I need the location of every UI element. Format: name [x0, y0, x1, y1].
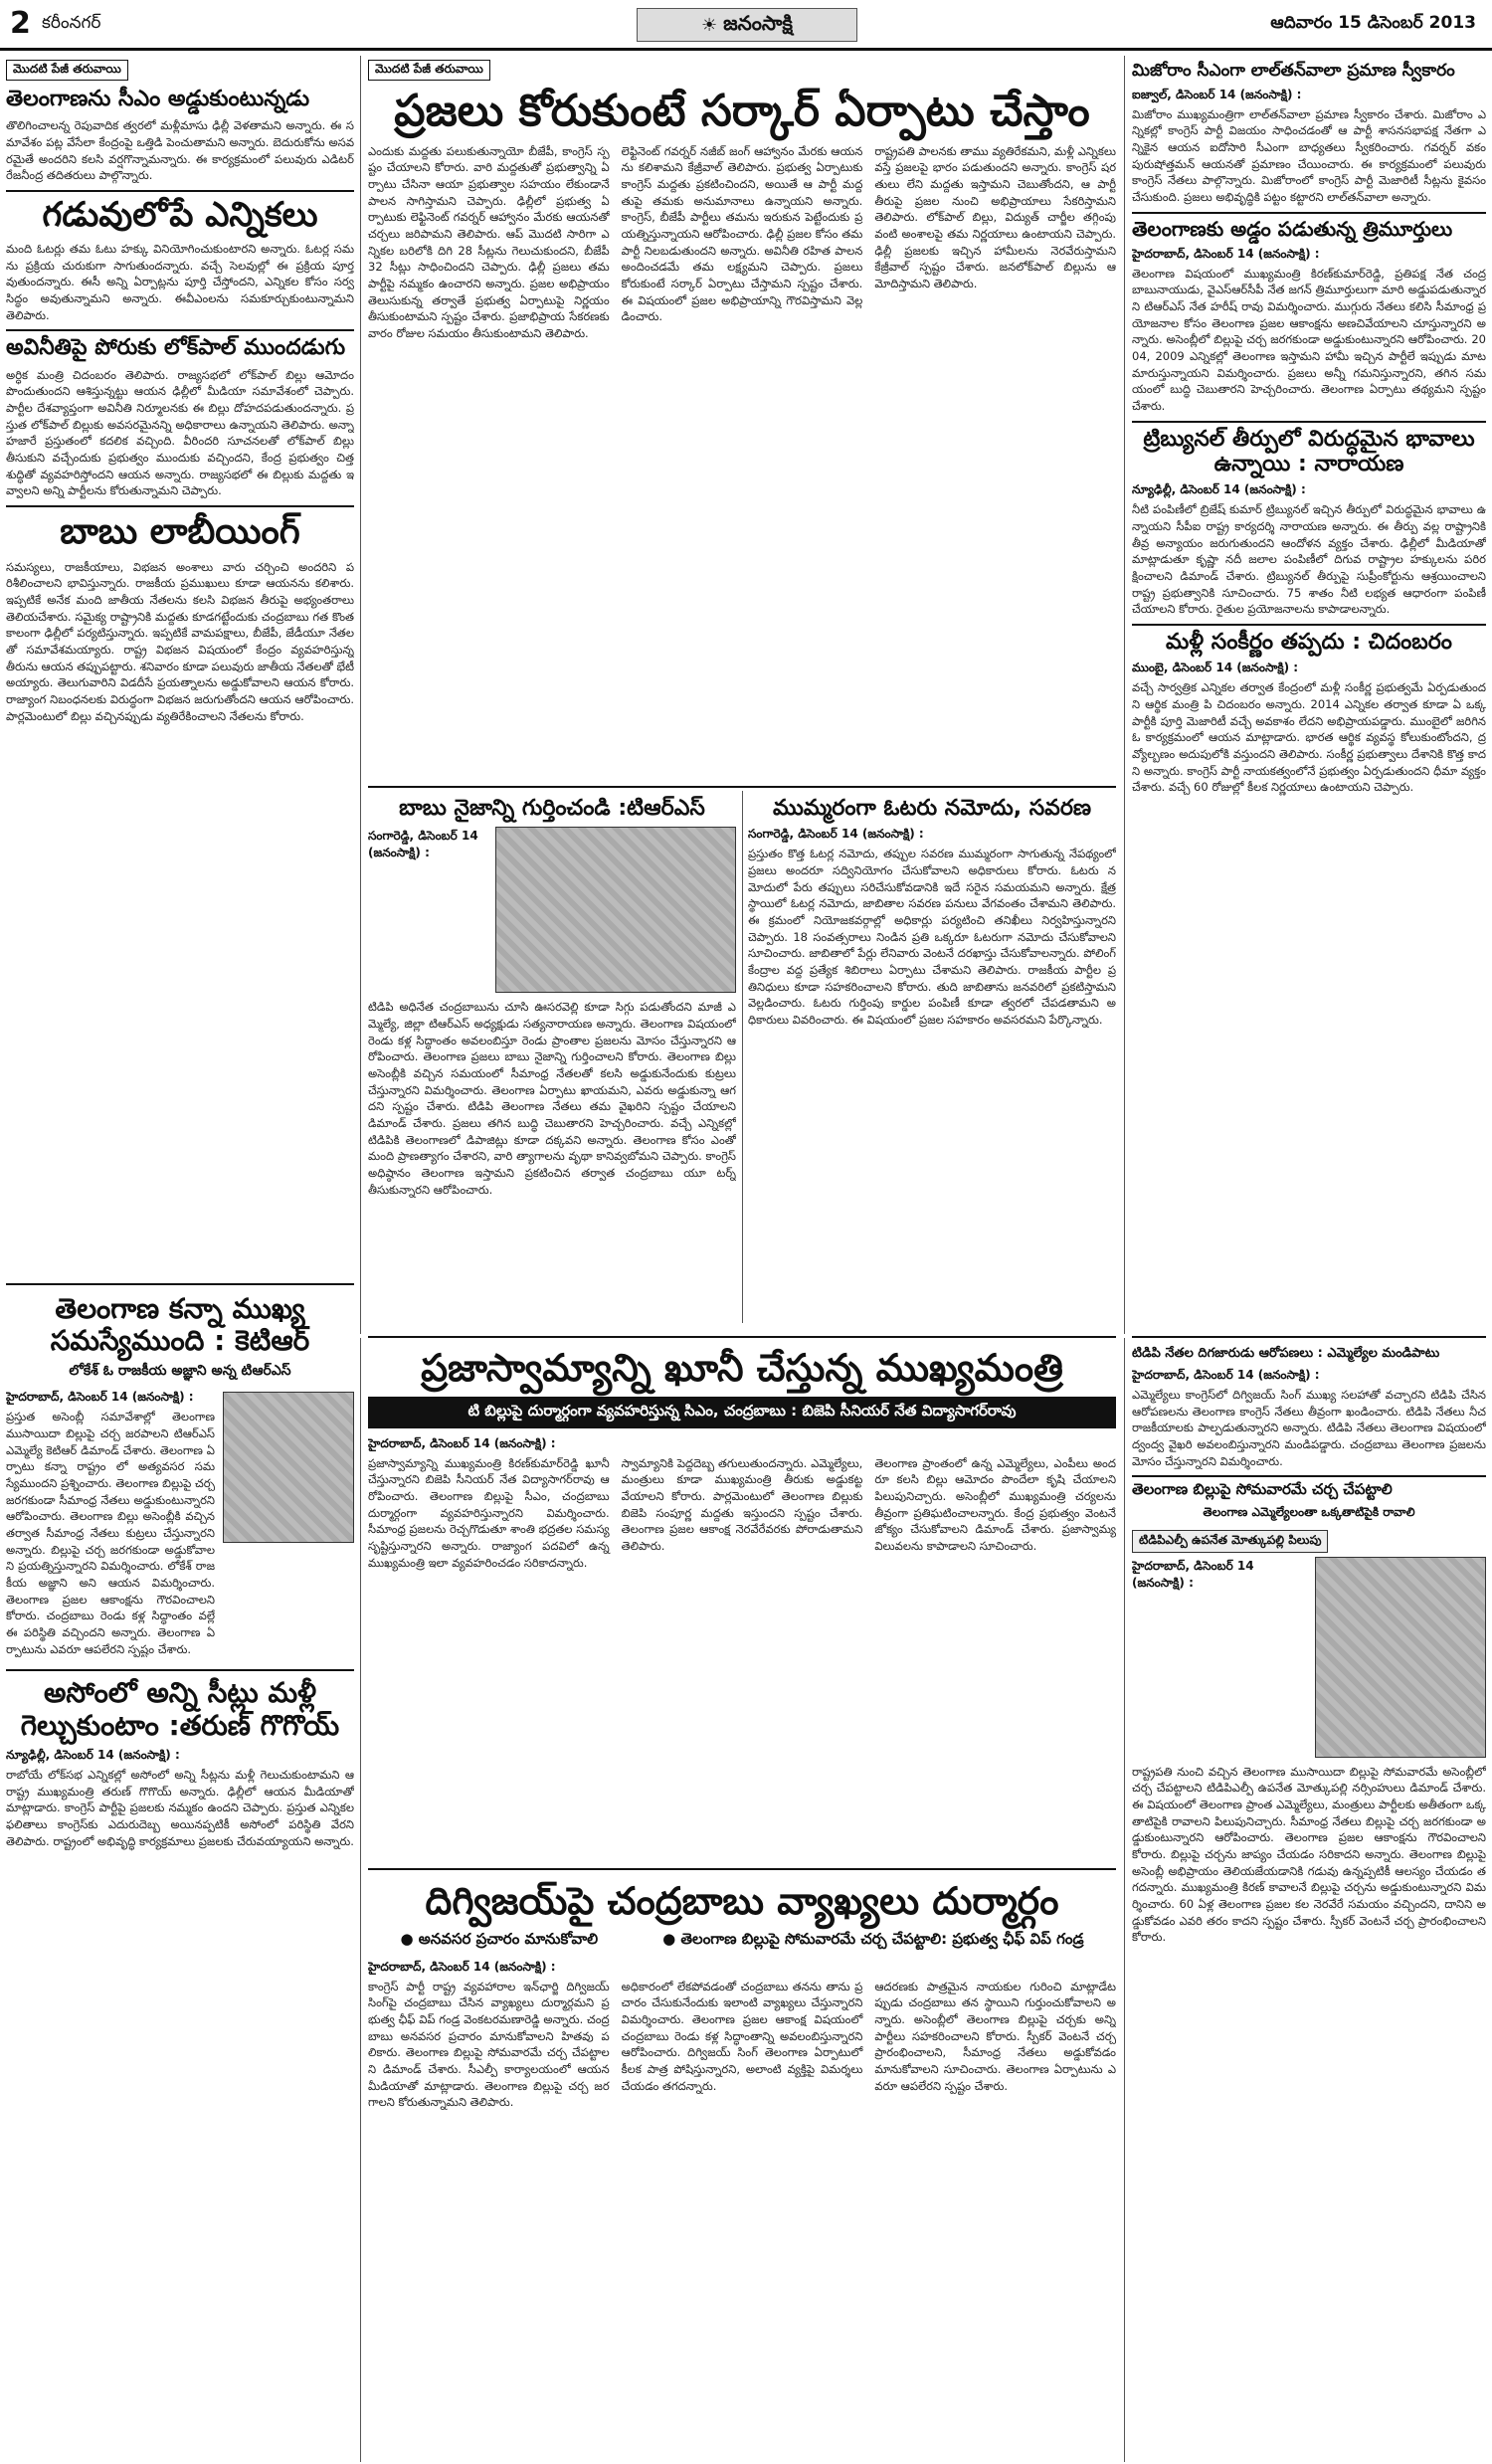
story-bullet: ● తెలంగాణ బిల్లుపై సోమవారమే చర్చ చేపట్టాలి: ప్రభుత్వ ఛీఫ్ విప్ గండ్ర	[662, 1929, 1084, 1948]
story-divider	[1132, 1475, 1486, 1477]
story-headline: ట్రిబ్యునల్ తీర్పులో విరుద్ధమైన భావాలు ఉన్నాయి : నారాయణ	[1143, 426, 1475, 476]
logo-text: జనంసాక్షి	[723, 10, 793, 35]
story-body: రాష్ట్రపతి నుంచి వచ్చిన తెలంగాణ ముసాయిదా బిల్లుపై సోమవారమే అసెంబ్లీలో చర్చ చేపట్టాలని టిడిపిఎల్పీ ఉపనేత మోత్కుపల్లి నర్సింహులు డిమాండ్ చేశారు. ఈ విషయంలో తెలంగాణ ప్రాంత ఎమ్మెల్యేలు, మంత్రులు పార్టీలకు అతీతంగా ఒక్కతాటిపైకి రావాలని పిలుపునిచ్చారు. సీమాంధ్ర నేతలు బిల్లుపై చర్చ జరగకుండా అడ్డుకుంటున్నారని ఆరోపించారు. తెలంగాణ ప్రజల ఆకాంక్షను గౌరవించాలని కోరారు. బిల్లుపై చర్చను జాప్యం చేయడం సరికాదని అన్నారు. తెలంగాణ బిల్లుపై అసెంబ్లీ అభిప్రాయం తెలియజేయడానికి గడువు ఉన్నప్పటికీ ఆలస్యం చేయడం తగదన్నారు. ముఖ్యమంత్రి కిరణ్ కావాలనే బిల్లుపై చర్చను అడ్డుకుంటున్నారని విమర్శించారు. 60 ఏళ్ల తెలంగాణ ప్రజల కల నెరవేరే సమయం వచ్చిందని, దానిని అడ్డుకోవడం ఎవరి తరం కాదని స్పష్టం చేశారు. స్పీకర్ వెంటనే చర్చ ప్రారంభించాలని కోరారు.	[1132, 1764, 1486, 1945]
story-divider	[6, 1669, 354, 1671]
right-column	[1132, 58, 1486, 1331]
story-body: టిడిపి అధినేత చంద్రబాబును చూసి ఊసరవెల్లి కూడా సిగ్గు పడుతోందని మాజీ ఎమ్మెల్యే, జిల్లా టిఆర్ఎస్ అధ్యక్షుడు సత్యనారాయణ అన్నారు. తెలంగాణ విషయంలో రెండు కళ్ల సిద్ధాంతం అవలంబిస్తూ రెండు ప్రాంతాల ప్రజలను మోసం చేస్తున్నారని ఆరోపించారు. తెలంగాణ ప్రజలు బాబు నైజాన్ని గుర్తించాలని కోరారు. తెలంగాణ బిల్లు అసెంబ్లీకి వచ్చిన సమయంలో సీమాంధ్ర నేతలతో కలసి అడ్డుకునేందుకు కుట్రలు చేస్తున్నారని విమర్శించారు. తెలంగాణ ఏర్పాటు ఖాయమని, ఎవరు అడ్డుకున్నా ఆగదని స్పష్టం చేశారు. టిడిపి తెలంగాణ నేతలు తమ వైఖరిని స్పష్టం చేయాలని డిమాండ్ చేశారు. ప్రజలు తగిన బుద్ధి చెబుతారని హెచ్చరించారు. వచ్చే ఎన్నికల్లో టిడిపికి తెలంగాణలో డిపాజిట్లు కూడా దక్కవని అన్నారు. తెలంగాణ కోసం ఎంతో మంది ప్రాణత్యాగం చేశారని, వారి త్యాగాలను వృథా కానివ్వబోమని చెప్పారు. కాంగ్రెస్ అధిష్ఠానం తెలంగాణ ఇస్తామని ప్రకటించిన తర్వాత చంద్రబాబు యూ టర్న్ తీసుకున్నారని ఆరోపించారు.	[368, 1000, 736, 1197]
story-body: ప్రస్తుత అసెంబ్లీ సమావేశాల్లో తెలంగాణ ముసాయిదా బిల్లుపై చర్చ జరపాలని టిఆర్ఎస్ ఎమ్మెల్యే కెటిఆర్ డిమాండ్ చేశారు. తెలంగాణ ఏర్పాటు కన్నా రాష్ట్రం లో అత్యవసర సమస్యేముందని ప్రశ్నించారు. తెలంగాణ బిల్లుపై చర్చ జరగకుండా సీమాంధ్ర నేతలు అడ్డుకుంటున్నారని ఆరోపించారు. తెలంగాణ బిల్లు అసెంబ్లీకి వచ్చిన తర్వాత సీమాంధ్ర నేతలు కుట్రలు చేస్తున్నారని అన్నారు. బిల్లుపై చర్చ జరగకుండా అడ్డుకోవాలని ప్రయత్నిస్తున్నారని విమర్శించారు. లోకేశ్ రాజకీయ అజ్ఞాని అని ఆయన విమర్శించారు. తెలంగాణ ప్రజల ఆకాంక్షను గౌరవించాలని కోరారు. చంద్రబాబు రెండు కళ్ల సిద్ధాంతం వల్లే ఈ పరిస్థితి వచ్చిందని అన్నారు. తెలంగాణ ఏర్పాటును ఎవరూ ఆపలేరని స్పష్టం చేశారు.	[6, 1410, 215, 1656]
trs-leader-photo	[495, 827, 736, 993]
story-headline: తెలంగాణను సీఎం అడ్డుకుంటున్నడు	[6, 87, 310, 111]
story-body: ప్రజాస్వామ్యాన్ని ముఖ్యమంత్రి కిరణ్‌కుమార్‌రెడ్డి ఖూనీ చేస్తున్నారని బిజెపి సీనియర్ నేత విద్యాసాగర్‌రావు ఆరోపించారు. తెలంగాణ బిల్లుపై సీఎం, చంద్రబాబు దుర్మార్గంగా వ్యవహరిస్తున్నారని విమర్శించారు. సీమాంధ్ర ప్రజలను రెచ్చగొడుతూ శాంతి భద్రతల సమస్య సృష్టిస్తున్నారని అన్నారు. రాజ్యాంగ పదవిలో ఉన్న ముఖ్యమంత్రి ఇలా వ్యవహరించడం సరికాదన్నారు.	[368, 1455, 610, 1570]
story-dateline: హైదరాబాద్, డిసెంబర్ 14 (జనంసాక్షి) :	[6, 1390, 194, 1405]
column-rule	[360, 56, 361, 1334]
page-number: 2	[10, 6, 31, 41]
story-divider	[1132, 421, 1486, 423]
story-body: అర్ధిక మంత్రి చిదంబరం తెలిపారు. రాజ్యసభలో లోక్‌పాల్ బిల్లు ఆమోదం పొందుతుందని ఆశిస్తున్నట్టు ఆయన ఢిల్లీలో మీడియా సమావేశంలో చెప్పారు. పార్టీల దేశవ్యాప్తంగా అవినీతి నిర్మూలనకు ఈ బిల్లు దోహదపడుతుందన్నారు. ప్రస్తుత లోక్‌పాల్ బిల్లుకు అవసరమైనన్ని అధికారాలు ఉన్నాయని తెలిపారు. అన్నా హజారే ప్రస్తుతంలో కదలిక వచ్చింది. వీరిందరి సూచనలతో లోక్‌పాల్ బిల్లు తీసుకుని వచ్చేందుకు ప్రభుత్వం ముందుకు వచ్చిందని, కేంద్ర ప్రభుత్వం చిత్తశుద్ధితో వ్యవహరిస్తోందని ఆయన అన్నారు. రాజ్యసభలో ఈ బిల్లుకు మద్దతు ఇవ్వాలని అన్ని పార్టీలను కోరుతున్నామని చెప్పారు.	[6, 367, 354, 498]
story-headline: మళ్లీ సంకీర్ణం తప్పదు : చిదంబరం	[1166, 629, 1452, 655]
story-dateline: హైదరాబాద్, డిసెంబర్ 14 (జనంసాక్షి) :	[1132, 246, 1320, 261]
banner-story-digvijay	[368, 1876, 1116, 2459]
story-headline: తెలంగాణ బిల్లుపై సోమవారమే చర్చ చేపట్టాలి	[1132, 1480, 1393, 1499]
story-body: వచ్చే సార్వత్రిక ఎన్నికల తర్వాత కేంద్రంలో మళ్లీ సంకీర్ణ ప్రభుత్వమే ఏర్పడుతుందని ఆర్థిక మంత్రి పి చిదంబరం అన్నారు. 2014 ఎన్నికల తర్వాత కూడా ఏ ఒక్క పార్టీకి పూర్తి మెజారిటీ వచ్చే అవకాశం లేదని అభిప్రాయపడ్డారు. ముంబైలో జరిగిన ఓ కార్యక్రమంలో ఆయన మాట్లాడారు. భారత ఆర్థిక వ్యవస్థ కోలుకుంటోందని, ద్రవ్యోల్బణం అదుపులోకి వస్తుందని తెలిపారు. సంకీర్ణ ప్రభుత్వాలు దేశానికి కొత్త కాదని అన్నారు. కాంగ్రెస్ పార్టీ నాయకత్వంలోనే ప్రభుత్వం ఏర్పడుతుందని ధీమా వ్యక్తం చేశారు. వచ్చే 60 రోజుల్లో కీలక నిర్ణయాలు ఉంటాయని చెప్పారు.	[1132, 680, 1486, 795]
left-column	[6, 58, 354, 1276]
story-dateline: ముంబై, డిసెంబర్ 14 (జనంసాక్షి) :	[1132, 661, 1299, 675]
story-dateline: హైదరాబాద్, డిసెంబర్ 14 (జనంసాక్షి) :	[368, 1435, 556, 1450]
story-subtag: టిడిపిఎల్పీ ఉపనేత మోత్కుపల్లి పిలుపు	[1132, 1530, 1328, 1553]
edition-name: కరీంనగర్	[42, 13, 101, 33]
story-divider	[368, 1868, 1116, 1870]
story-headline: ప్రజాస్వామ్యాన్ని ఖూనీ చేస్తున్న ముఖ్యమంత్రి	[421, 1346, 1063, 1390]
masthead	[0, 0, 1492, 51]
newspaper-logo	[637, 8, 857, 42]
continuation-kicker: మొదటి పేజీ తరువాయి	[6, 60, 128, 81]
story-headline: అసోంలో అన్ని సీట్లు మళ్లీ గెల్చుకుంటాం :తరుణ్ గొగొయ్	[20, 1676, 340, 1742]
story-headline: దిగ్విజయ్‌పై చంద్రబాబు వ్యాఖ్యలు దుర్మార్గం	[425, 1879, 1059, 1923]
story-body: మంది ఓటర్లు తమ ఓటు హక్కు వినియోగించుకుంటారని అన్నారు. ఓటర్ల సమను ప్రక్రియ చురుకుగా సాగుతుందన్నారు. వచ్చే సెలవుల్లో ఈ ప్రక్రియ పూర్తవుతుందన్నారు. ఈసీ అన్ని ఏర్పాట్లను పూర్తి చేస్తోందని, ఎన్నికల కోసం సర్వసిద్ధం అవుతున్నామని అన్నారు. ఈవీఎంలను సమకూర్చుకుంటున్నామని తెలిపారు.	[6, 242, 354, 322]
story-dateline: న్యూఢిల్లీ, డిసెంబర్ 14 (జనంసాక్షి) :	[6, 1747, 180, 1762]
story-dateline: హైదరాబాద్, డిసెంబర్ 14 (జనంసాక్షి) :	[368, 1959, 556, 1974]
story-dateline: సంగారెడ్డి, డిసెంబర్ 14 (జనంసాక్షి) :	[748, 827, 924, 842]
column-rule	[360, 1338, 361, 2462]
story-divider	[368, 1336, 1116, 1338]
story-body: మిజోరాం ముఖ్యమంత్రిగా లాల్‌తన్‌వాలా ప్రమాణ స్వీకారం చేశారు. మిజోరాం ఎన్నికల్లో కాంగ్రెస్ పార్టీ విజయం సాధించడంతో ఆ పార్టీ శాసనసభాపక్ష నేతగా ఎన్నికైన ఆయన ఐదోసారి సీఎంగా బాధ్యతలు స్వీకరించారు. గవర్నర్ వకం పురుషోత్తమన్ ఆయనతో ప్రమాణం చేయించారు. ఈ కార్యక్రమంలో పలువురు కాంగ్రెస్ నేతలు పాల్గొన్నారు. మిజోరాంలో కాంగ్రెస్ పార్టీ మెజారిటీ సీట్లను కైవసం చేసుకుంది. ప్రజలు అభివృద్ధికి పట్టం కట్టారని లాల్‌తన్‌వాలా అన్నారు.	[1132, 106, 1486, 204]
story-dateline: ఐజ్వాల్, డిసెంబర్ 14 (జనంసాక్షి) :	[1132, 87, 1302, 101]
ktr-photo	[223, 1392, 354, 1543]
story-deck: తెలంగాణ ఎమ్మెల్యేలంతా ఒక్కతాటిపైకి రావాలి	[1203, 1504, 1415, 1519]
story-body: రాబోయే లోక్‌సభ ఎన్నికల్లో అసోంలో అన్ని సీట్లను మళ్లీ గెలుచుకుంటామని ఆ రాష్ట్ర ముఖ్యమంత్రి తరుణ్ గొగొయ్ అన్నారు. ఢిల్లీలో ఆయన మీడియాతో మాట్లాడారు. కాంగ్రెస్ పార్టీపై ప్రజలకు నమ్మకం ఉందని చెప్పారు. ప్రస్తుత ఎన్నికల ఫలితాలు కాంగ్రెస్‌కు ఎదురుదెబ్బ అయినప్పటికీ అసోంలో పరిస్థితి వేరని తెలిపారు. రాష్ట్రంలో అభివృద్ధి కార్యక్రమాలు ప్రజలకు చేరువయ్యాయని అన్నారు.	[6, 1767, 354, 1848]
banner-story-cm	[368, 1343, 1116, 1860]
story-dateline: హైదరాబాద్, డిసెంబర్ 14 (జనంసాక్షి) :	[1132, 1367, 1320, 1382]
story-divider	[1132, 212, 1486, 214]
lead-body: రాష్ట్రపతి పాలనకు తాము వ్యతిరేకమని, మళ్లీ ఎన్నికలు వస్తే ప్రజలపై భారం పడుతుందని అన్నారు. కాంగ్రెస్ షరతులు లేని మద్దతు ఇస్తామని చెబుతోందని, ఆ పార్టీ తీరుపై ప్రజల నుంచి అభిప్రాయాలు సేకరిస్తామని తెలిపారు. లోక్‌పాల్ బిల్లు, విద్యుత్ చార్జీల తగ్గింపు వంటి అంశాలపై తమ నిర్ణయాలు ఉంటాయని చెప్పారు. ఢిల్లీ ప్రజలకు ఇచ్చిన హామీలను నెరవేరుస్తామని కేజ్రీవాల్ స్పష్టం చేశారు. జనలోక్‌పాల్ బిల్లును ఆమోదిస్తామని తెలిపారు.	[874, 143, 1116, 290]
column-rule	[742, 791, 743, 1323]
story-body: అధికారంలో లేకపోవడంతో చంద్రబాబు తనను తాను ప్రచారం చేసుకునేందుకు ఇలాంటి వ్యాఖ్యలు చేస్తున్నారని విమర్శించారు. తెలంగాణ ప్రజల ఆకాంక్ష విషయంలో చంద్రబాబు రెండు కళ్ల సిద్ధాంతాన్ని అవలంబిస్తున్నారని ఆరోపించారు. దిగ్విజయ్ సింగ్ తెలంగాణ ఏర్పాటులో కీలక పాత్ర పోషిస్తున్నారని, అలాంటి వ్యక్తిపై విమర్శలు చేయడం తగదన్నారు.	[621, 1979, 863, 2093]
story-body: ఆదరణకు పాత్రమైన నాయకుల గురించి మాట్లాడేటప్పుడు చంద్రబాబు తన స్థాయిని గుర్తుంచుకోవాలని అన్నారు. అసెంబ్లీలో తెలంగాణ బిల్లుపై చర్చకు అన్ని పార్టీలు సహకరించాలని కోరారు. స్పీకర్ వెంటనే చర్చ ప్రారంభించాలని, సీమాంధ్ర నేతలు అడ్డుకోవడం మానుకోవాలని సూచించారు. తెలంగాణ ఏర్పాటును ఎవరూ ఆపలేరని స్పష్టం చేశారు.	[874, 1979, 1116, 2093]
story-body: తెలంగాణ విషయంలో ముఖ్యమంత్రి కిరణ్‌కుమార్‌రెడ్డి, ప్రతిపక్ష నేత చంద్రబాబునాయుడు, వైఎస్‌ఆర్‌సీపీ నేత జగన్ త్రిమూర్తులుగా మారి అడ్డుపడుతున్నారని టిఆర్ఎస్ నేత హరీష్ రావు విమర్శించారు. ముగ్గురు నేతలు కలిసి సీమాంధ్ర ప్రయోజనాల కోసం తెలంగాణ ప్రజల ఆకాంక్షను అణచివేయాలని చూస్తున్నారని అన్నారు. అసెంబ్లీలో బిల్లుపై చర్చ జరగకుండా అడ్డుకుంటున్నారని ఆరోపించారు. 2004, 2009 ఎన్నికల్లో తెలంగాణ ఇస్తామని హామీ ఇచ్చిన పార్టీలే ఇప్పుడు మాట మారుస్తున్నాయని విమర్శించారు. ప్రజలు అన్నీ గమనిస్తున్నారని, తగిన సమయంలో బుద్ధి చెబుతారని హెచ్చరించారు. తెలంగాణ ఏర్పాటు తథ్యమని స్పష్టం చేశారు.	[1132, 266, 1486, 413]
lead-story	[368, 58, 1116, 784]
story-headline: ముమ్మరంగా ఓటరు నమోదు, సవరణ	[772, 796, 1092, 821]
story-headline: బాబు లాబీయింగ్	[60, 511, 300, 553]
left-column-lower	[6, 1289, 354, 2459]
column-rule	[1124, 56, 1125, 1334]
motkupalli-photo	[1315, 1557, 1486, 1758]
story-bullet: ● అనవసర ప్రచారం మానుకోవాలి	[400, 1929, 599, 1948]
story-divider	[1132, 1336, 1486, 1338]
story-dateline: హైదరాబాద్, డిసెంబర్ 14 (జనంసాక్షి) :	[1132, 1558, 1254, 1590]
story-body: ఎమ్మెల్యేలు కాంగ్రెస్‌లో దిగ్విజయ్ సింగ్ ముఖ్య సలహాతో వచ్చారని టిడిపి చేసిన ఆరోపణలను తెలంగాణ కాంగ్రెస్ నేతలు తీవ్రంగా ఖండించారు. టిడిపి నేతలు నీచ రాజకీయాలకు పాల్పడుతున్నారని అన్నారు. టిడిపి నేతలు తెలంగాణ విషయంలో ద్వంద్వ వైఖరి అవలంబిస్తున్నారని మండిపడ్డారు. చంద్రబాబు తెలంగాణ ప్రజలను మోసం చేస్తున్నారని విమర్శించారు.	[1132, 1387, 1486, 1468]
voter-story	[748, 792, 1116, 1329]
story-headline: టిడిపి నేతల దిగజారుడు ఆరోపణలు : ఎమ్మెల్యేల మండిపాటు	[1132, 1346, 1440, 1361]
story-headline: బాబు నైజాన్ని గుర్తించండి :టిఆర్ఎస్	[399, 796, 705, 821]
story-dateline: న్యూఢిల్లీ, డిసెంబర్ 14 (జనంసాక్షి) :	[1132, 482, 1306, 497]
story-headline: అవినీతిపై పోరుకు లోక్‌పాల్ ముందడుగు	[6, 335, 346, 361]
story-headline: గడువులోపే ఎన్నికలు	[42, 194, 318, 235]
story-divider	[6, 329, 354, 331]
story-divider	[6, 190, 354, 192]
story-deck: లోకేశ్ ఓ రాజకీయ అజ్ఞాని అన్న టిఆర్ఎస్	[69, 1363, 291, 1380]
story-divider	[368, 786, 1116, 788]
column-rule	[1124, 1338, 1125, 2462]
story-headline: మిజోరాం సీఎంగా లాల్‌తన్‌వాలా ప్రమాణ స్వీకారం	[1132, 61, 1455, 81]
lead-body: ఎందుకు మద్దతు పలుకుతున్నాయో బీజేపీ, కాంగ్రెస్ స్పష్టం చేయాలని కోరారు. వారి మద్దతుతో ప్రభుత్వాన్ని ఏర్పాటు చేసినా ఆయా ప్రభుత్వాల సహయం లేకుండానే పాలన సాగిస్తామని చెప్పారు. ఢిల్లీలో ప్రభుత్వ ఏర్పాటుకు లెఫ్టినెంట్ గవర్నర్ ఆహ్వానం మేరకు ఆయనతో చర్చలు జరిపామని తెలిపారు. ఆప్ మొదటి సారిగా ఎన్నికల బరిలోకి దిగి 28 సీట్లను గెలుచుకుందని, బీజేపీ 32 సీట్లు సాధించిందని చెప్పారు. ఢిల్లీ ప్రజలు తమ పార్టీపై నమ్మకం ఉంచారని అన్నారు. ప్రజల అభిప్రాయం తెలుసుకున్న తర్వాతే ప్రభుత్వ ఏర్పాటుపై నిర్ణయం తీసుకుంటామని స్పష్టం చేశారు. ప్రజాభిప్రాయ సేకరణకు వారం రోజుల సమయం తీసుకుంటామని తెలిపారు.	[368, 143, 610, 340]
lead-headline: ప్రజలు కోరుకుంటే సర్కార్ ఏర్పాటు చేస్తాం	[394, 86, 1090, 136]
story-body: తెలంగాణ ప్రాంతంలో ఉన్న ఎమ్మెల్యేలు, ఎంపీలు అందరూ కలసి బిల్లు ఆమోదం పొందేలా కృషి చేయాలని పిలుపునిచ్చారు. అసెంబ్లీలో ముఖ్యమంత్రి చర్యలను తీవ్రంగా ప్రతిఘటించాలన్నారు. కేంద్ర ప్రభుత్వం వెంటనే జోక్యం చేసుకోవాలని డిమాండ్ చేశారు. ప్రజాస్వామ్య విలువలను కాపాడాలని సూచించారు.	[874, 1455, 1116, 1554]
story-dateline: సంగారెడ్డి, డిసెంబర్ 14 (జనంసాక్షి) :	[368, 829, 478, 860]
story-divider	[6, 1283, 354, 1285]
sun-emblem-icon: ☀	[700, 14, 718, 36]
continuation-kicker: మొదటి పేజీ తరువాయి	[368, 60, 490, 81]
lead-body: లెఫ్టినెంట్ గవర్నర్ నజీబ్ జంగ్ ఆహ్వానం మేరకు ఆయనను కలిశామని కేజ్రీవాల్ తెలిపారు. ప్రభుత్వ ఏర్పాటుకు కాంగ్రెస్ మద్దతు ప్రకటించిందని, అయితే ఆ పార్టీ మద్దతుపై తమకు అనుమానాలు ఉన్నాయని అన్నారు. కాంగ్రెస్, బీజేపీ పార్టీలు తమను ఇరుకున పెట్టేందుకు ప్రయత్నిస్తున్నాయని ఆరోపించారు. ఢిల్లీ ప్రజల కోసం తమ పార్టీ నిలబడుతుందని అన్నారు. అవినీతి రహిత పాలన అందించడమే తమ లక్ష్యమని చెప్పారు. ప్రజలు కోరుకుంటే సర్కార్ ఏర్పాటు చేస్తామని స్పష్టం చేశారు. ఈ విషయంలో ప్రజల అభిప్రాయాన్ని గౌరవిస్తామని వెల్లడించారు.	[621, 143, 863, 324]
right-column-lower	[1132, 1343, 1486, 2459]
story-body: కాంగ్రెస్ పార్టీ రాష్ట్ర వ్యవహారాల ఇన్‌ఛార్జి దిగ్విజయ్ సింగ్‌పై చంద్రబాబు చేసిన వ్యాఖ్యలు దుర్మార్గమని ప్రభుత్వ ఛీఫ్ విప్ గండ్ర వెంకటరమణారెడ్డి అన్నారు. చంద్రబాబు అనవసర ప్రచారం మానుకోవాలని హితవు పలికారు. తెలంగాణ బిల్లుపై సోమవారమే చర్చ చేపట్టాలని డిమాండ్ చేశారు. సీఎల్పీ కార్యాలయంలో ఆయన మీడియాతో మాట్లాడారు. తెలంగాణ బిల్లుపై చర్చ జరగాలని కోరుతున్నామని తెలిపారు.	[368, 1979, 610, 2110]
story-body: తొలిగించాలన్న రెపువాదిక త్వరలో మళ్లీమాసు ఢిల్లీ వెళతామని అన్నారు. ఈ సమావేశం పట్ల వేసేలా కేంద్రంపై ఒత్తిడి పెంచుతామని అన్నారు. బెదురుకోను అసవరమైతే అందరిని కలసి వర్షగొన్నామన్నారు. ఈ కార్యక్రమంలో పలువురు ఎడిటర్ రేజనీంద్ర తదితరులు పాల్గొన్నారు.	[6, 118, 354, 183]
trs-story	[368, 792, 736, 1329]
story-divider	[1132, 624, 1486, 626]
story-body: నీటి పంపిణీలో బ్రిజేష్ కుమార్ ట్రిబ్యునల్ ఇచ్చిన తీర్పులో విరుద్ధమైన భావాలు ఉన్నాయని సీపీఐ రాష్ట్ర కార్యదర్శి నారాయణ అన్నారు. ఈ తీర్పు వల్ల రాష్ట్రానికి తీవ్ర అన్యాయం జరుగుతుందని ఆందోళన వ్యక్తం చేశారు. ఢిల్లీలో మీడియాతో మాట్లాడుతూ కృష్ణా నదీ జలాల పంపిణీలో దిగువ రాష్ట్రాల హక్కులను పరిరక్షించాలని డిమాండ్ చేశారు. ట్రిబ్యునల్ తీర్పుపై సుప్రీంకోర్టును ఆశ్రయించాలని రాష్ట్ర ప్రభుత్వానికి సూచించారు. 75 శాతం నీటి లభ్యత ఆధారంగా పంపిణీ చేయాలని కోరారు. రైతుల ప్రయోజనాలను కాపాడాలన్నారు.	[1132, 502, 1486, 617]
story-deck-bar: టి బిల్లుపై దుర్మార్గంగా వ్యవహరిస్తున్న సిఎం, చంద్రబాబు : బిజెపి సీనియర్ నేత విద్యాసాగర్‌రావు	[368, 1397, 1116, 1428]
story-headline: తెలంగాణ కన్నా ముఖ్య సమస్యేముంది : కెటిఆర్	[50, 1292, 310, 1358]
story-headline: తెలంగాణకు అడ్డం పడుతున్న త్రిమూర్తులు	[1132, 216, 1453, 241]
issue-date: ఆదివారం 15 డిసెంబర్ 2013	[1270, 13, 1476, 33]
story-divider	[6, 505, 354, 507]
story-body: స్వామ్యానికి పెద్దదెబ్బ తగులుతుందన్నారు. ఎమ్మెల్యేలు, మంత్రులు కూడా ముఖ్యమంత్రి తీరుకు అడ్డుకట్ట వేయాలని కోరారు. పార్లమెంటులో తెలంగాణ బిల్లుకు బిజెపి సంపూర్ణ మద్దతు ఇస్తుందని స్పష్టం చేశారు. తెలంగాణ ప్రజల ఆకాంక్ష నెరవేరేవరకు పోరాడుతామని తెలిపారు.	[621, 1455, 863, 1554]
story-body: సమస్యలు, రాజకీయాలు, విభజన అంశాలు వారు చర్చించి అందరిని పరిశీలించాలని భావిస్తున్నారు. రాజకీయ ప్రముఖులు కూడా ఆయనను కలిశారు. ఇప్పటికే అనేక మంది జాతీయ నేతలను కలసి విభజన తీరుపై అభ్యంతరాలు తెలియచేశారు. సమైక్య రాష్ట్రానికి మద్దతు కూడగట్టేందుకు చంద్రబాబు గత కొంతకాలంగా ఢిల్లీలో పర్యటిస్తున్నారు. ఇప్పటికే వామపక్షాలు, బీజేపీ, జేడీయూ నేతలతో సమావేశమయ్యారు. రాష్ట్ర విభజన విషయంలో కేంద్రం వ్యవహరిస్తున్న తీరును ఆయన తప్పుపట్టారు. శనివారం కూడా పలువురు జాతీయ నేతలతో భేటీ అయ్యారు. తెలుగువారిని విడదీసే ప్రయత్నాలను అడ్డుకోవాలని ఆయన కోరారు. రాజ్యాంగ నిబంధనలకు విరుద్ధంగా విభజన జరుగుతోందని ఆయన ఆరోపించారు. పార్లమెంటులో బిల్లు వచ్చినప్పుడు వ్యతిరేకించాలని నేతలను కోరారు.	[6, 559, 354, 723]
story-body: ప్రస్తుతం కొత్త ఓటర్ల నమోదు, తప్పుల సవరణ ముమ్మరంగా సాగుతున్న నేపథ్యంలో ప్రజలు అందరూ సద్వినియోగం చేసుకోవాలని అధికారులు కోరారు. ఓటరు నమోదులో పేరు తప్పులు సరిచేసుకోవడానికి ఇదే సరైన సమయమని అన్నారు. క్షేత్రస్థాయిలో ఓటర్ల నమోదు, జాబితాల సవరణ పనులు వేగవంతం చేశామని తెలిపారు. ఈ క్రమంలో నియోజకవర్గాల్లో అధికార్లు పర్యటించి తనిఖీలు నిర్వహిస్తున్నారని చెప్పారు. 18 సంవత్సరాలు నిండిన ప్రతి ఒక్కరూ ఓటరుగా నమోదు చేసుకోవాలని సూచించారు. జాబితాలో పేర్లు లేనివారు వెంటనే దరఖాస్తు చేసుకోవాలన్నారు. పోలింగ్ కేంద్రాల వద్ద ప్రత్యేక శిబిరాలు ఏర్పాటు చేశామని తెలిపారు. రాజకీయ పార్టీల ప్రతినిధులు కూడా సహకరించాలని కోరారు. తుది జాబితాను జనవరిలో ప్రకటిస్తామని వెల్లడించారు. ఓటరు గుర్తింపు కార్డుల పంపిణీ కూడా త్వరలో చేపడతామని అధికారులు వివరించారు. ఈ విషయంలో ప్రజల సహకారం అవసరమని పేర్కొన్నారు.	[748, 847, 1116, 1028]
